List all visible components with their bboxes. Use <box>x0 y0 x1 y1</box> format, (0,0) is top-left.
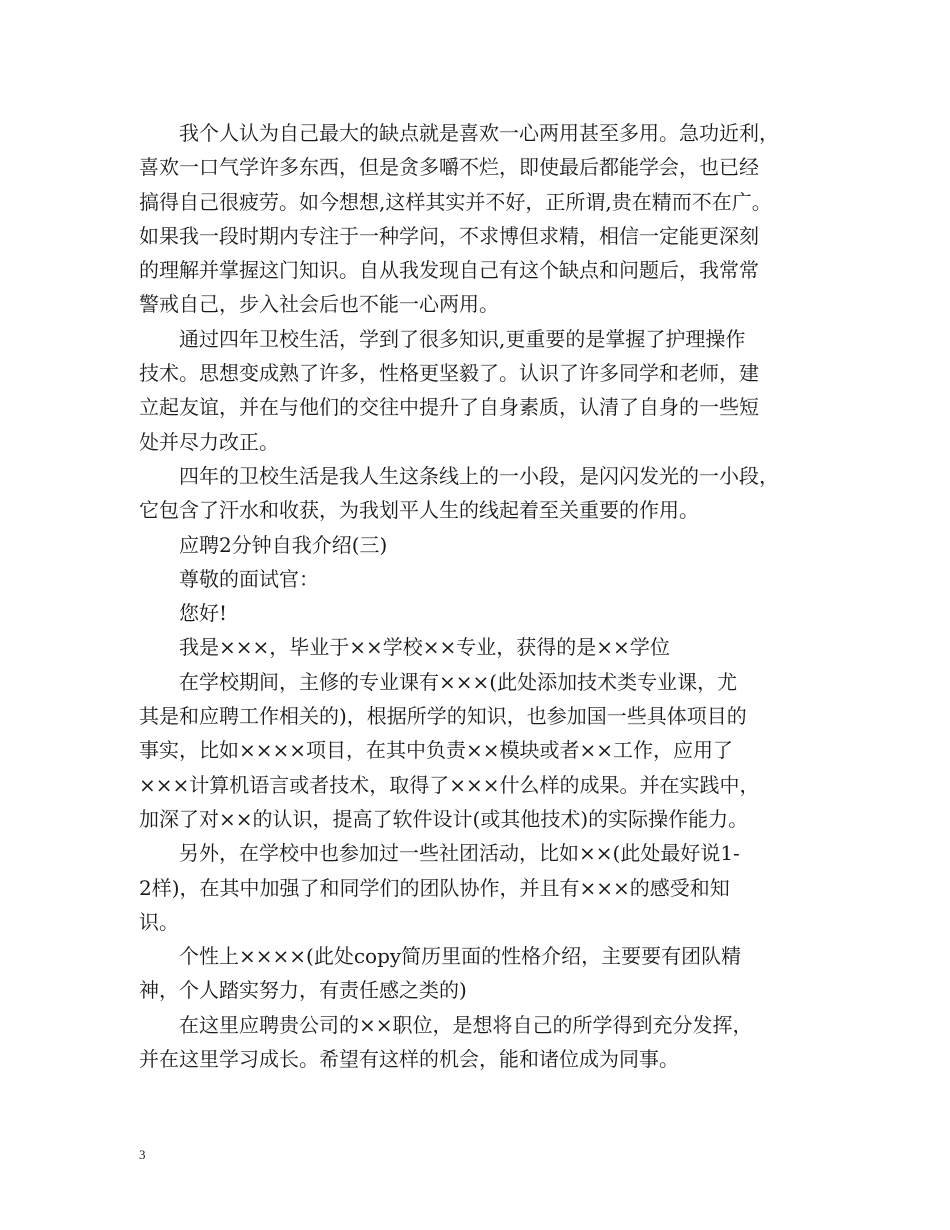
page-number: 3 <box>139 1147 146 1162</box>
text-line: 并在这里学习成长。希望有这样的机会，能和诸位成为同事。 <box>139 1047 679 1072</box>
text-line: 的理解并掌握这门知识。自从我发现自己有这个缺点和问题后，我常常 <box>139 258 759 283</box>
text-line: 2样)，在其中加强了和同学们的团队协作，并且有×××的感受和知 <box>139 875 730 900</box>
text-line: 另外，在学校中也参加过一些社团活动，比如××(此处最好说1- <box>139 841 740 866</box>
text-line: 识。 <box>139 909 179 934</box>
text-line: 喜欢一口气学许多东西，但是贪多嚼不烂，即使最后都能学会，也已经 <box>139 155 759 180</box>
text-line: 处并尽力改正。 <box>139 429 279 454</box>
text-line: 我是×××，毕业于××学校××专业，获得的是××学位 <box>139 635 670 660</box>
text-line: 四年的卫校生活是我人生这条线上的一小段，是闪闪发光的一小段， <box>139 463 779 488</box>
text-line: ×××计算机语言或者技术，取得了×××什么样的成果。并在实践中， <box>139 772 760 797</box>
text-line: 个性上××××(此处copy简历里面的性格介绍，主要要有团队精 <box>139 944 742 969</box>
text-line: 在这里应聘贵公司的××职位，是想将自己的所学得到充分发挥， <box>139 1012 753 1037</box>
body-text <box>139 116 829 1076</box>
text-line: 警戒自己，步入社会后也不能一心两用。 <box>139 292 499 317</box>
text-line: 搞得自己很疲劳。如今想想,这样其实并不好，正所谓,贵在精而不在广。 <box>139 189 772 214</box>
text-line: 神，个人踏实努力，有责任感之类的) <box>139 978 467 1003</box>
text-line: 通过四年卫校生活，学到了很多知识,更重要的是掌握了护理操作 <box>139 326 746 351</box>
text-line: 加深了对××的认识，提高了软件设计(或其他技术)的实际操作能力。 <box>139 806 749 831</box>
text-line: 立起友谊，并在与他们的交往中提升了自身素质，认清了自身的一些短 <box>139 395 759 420</box>
text-line: 我个人认为自己最大的缺点就是喜欢一心两用甚至多用。急功近利， <box>139 121 779 145</box>
text-line: 它包含了汗水和收获，为我划平人生的线起着至关重要的作用。 <box>139 498 699 523</box>
text-line: 如果我一段时期内专注于一种学问，不求博但求精，相信一定能更深刻 <box>139 223 759 248</box>
text-line: 技术。思想变成熟了许多，性格更坚毅了。认识了许多同学和老师，建 <box>139 361 759 386</box>
section-heading: 应聘2分钟自我介绍(三) <box>139 532 388 557</box>
text-line: 在学校期间，主修的专业课有×××(此处添加技术类专业课，尤 <box>139 669 738 694</box>
salutation: 尊敬的面试官： <box>139 566 319 591</box>
text-line: 事实，比如××××项目，在其中负责××模块或者××工作，应用了 <box>139 738 734 763</box>
greeting: 您好! <box>139 601 228 626</box>
text-line: 其是和应聘工作相关的)，根据所学的知识，也参加国一些具体项目的 <box>139 704 747 729</box>
